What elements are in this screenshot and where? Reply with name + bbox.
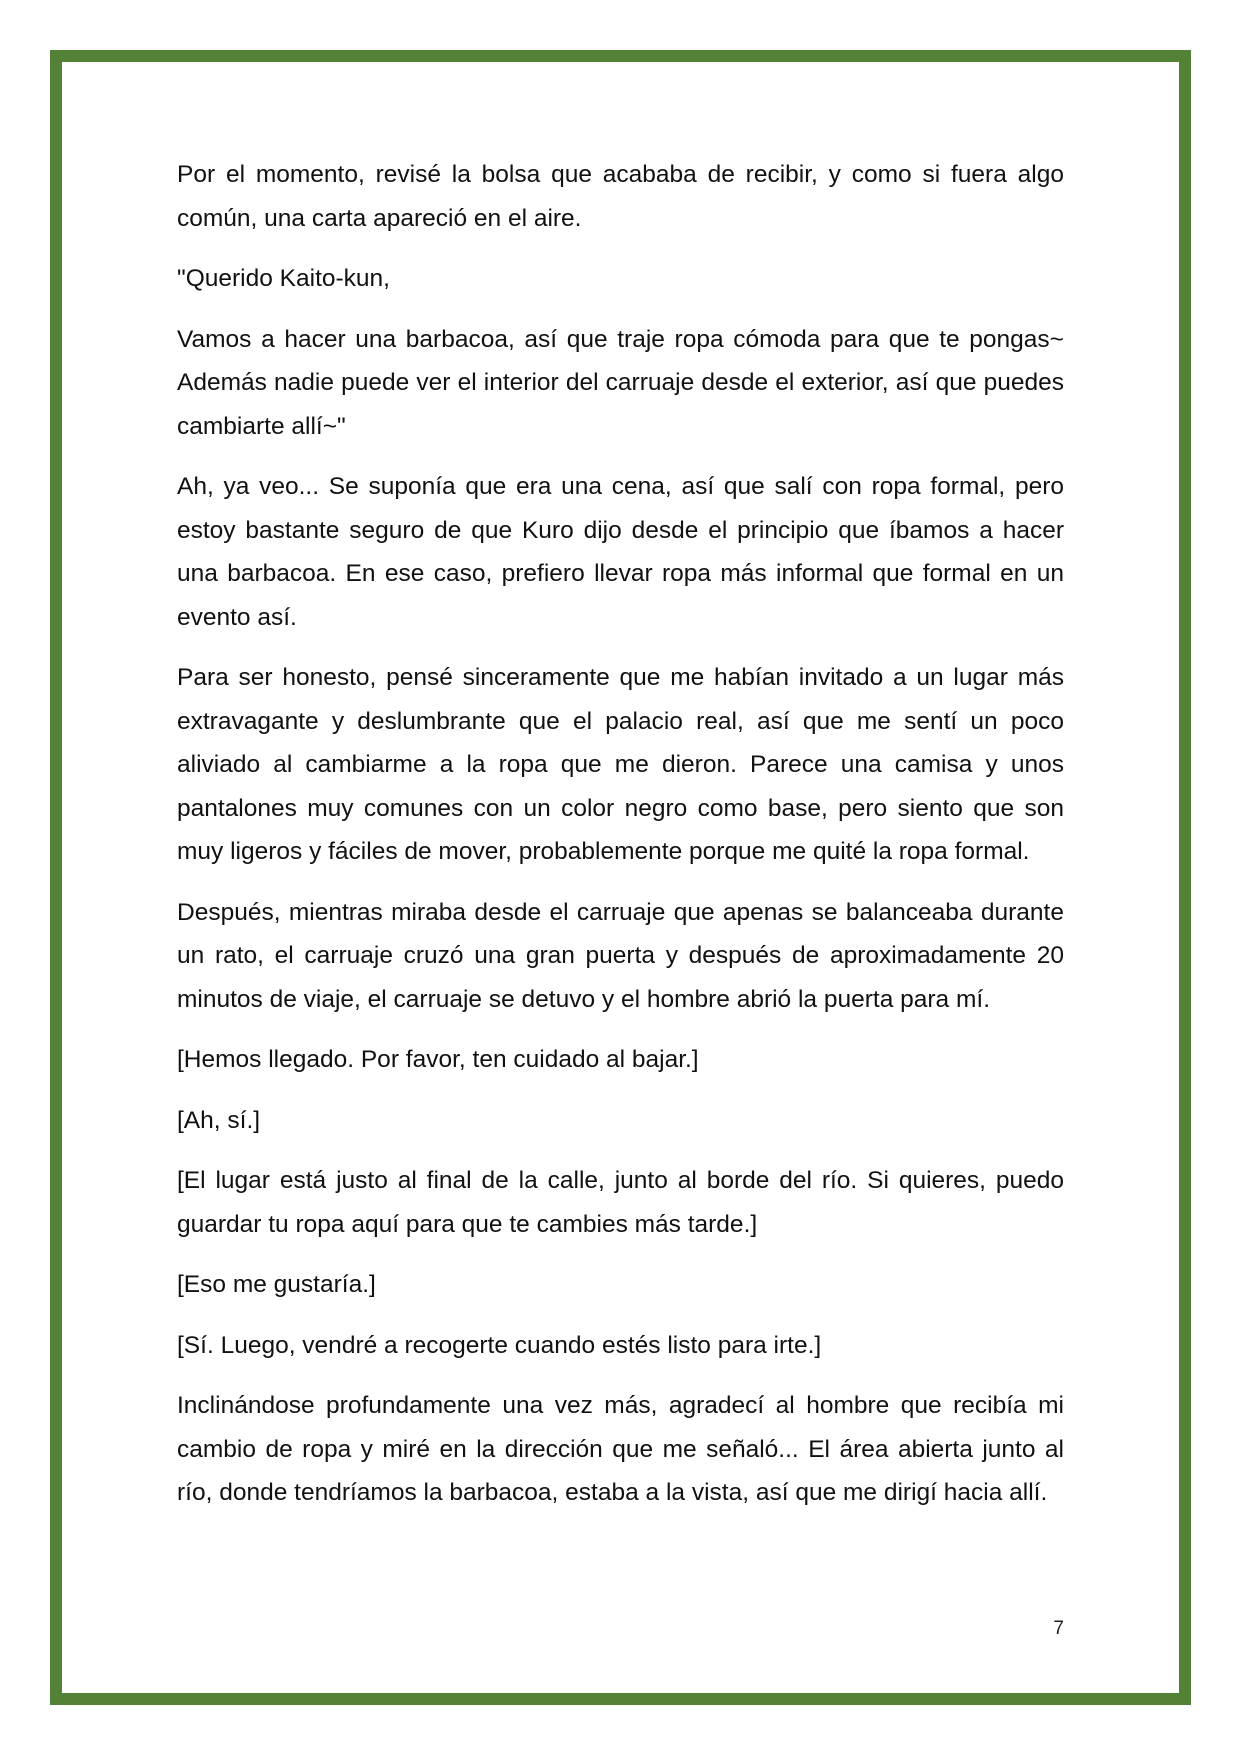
paragraph-9: [El lugar está justo al final de la calle, junto al borde del río. Si quieres, puedo guardar tu ropa aquí para que te cambies más tarde.] bbox=[177, 1167, 1064, 1238]
paragraph-12: Inclinándose profundamente una vez más, agradecí al hombre que recibía mi cambio de ropa y miré en la dirección que me señaló... El área abierta junto al río, donde tendríamos la barbacoa, estaba a la vista, así que me dirigí hacia allí. bbox=[177, 1392, 1064, 1506]
page-number: 7 bbox=[1053, 1618, 1064, 1639]
paragraph-3: Vamos a hacer una barbacoa, así que traje ropa cómoda para que te pongas~ Además nadie puede ver el interior del carruaje desde el exterior, así que puedes cambiarte allí~" bbox=[177, 325, 1064, 440]
paragraph-5: Para ser honesto, pensé sinceramente que me habían invitado a un lugar más extravagante y deslumbrante que el palacio real, así que me sentí un poco aliviado al cambiarme a la ropa que me dieron. Parece una camisa y unos pantalones muy comunes con un color negro como base, pero siento que son muy ligeros y fáciles de mover, probablemente porque me quité la ropa formal. bbox=[177, 664, 1064, 865]
paragraph-7: [Hemos llegado. Por favor, ten cuidado al bajar.] bbox=[177, 1046, 699, 1073]
document-body bbox=[177, 153, 1064, 1532]
paragraph-4: Ah, ya veo... Se suponía que era una cena, así que salí con ropa formal, pero estoy bastante seguro de que Kuro dijo desde el principio que íbamos a hacer una barbacoa. En ese caso, prefiero llevar ropa más informal que formal en un evento así. bbox=[177, 473, 1064, 631]
paragraph-6: Después, mientras miraba desde el carruaje que apenas se balanceaba durante un rato, el carruaje cruzó una gran puerta y después de aproximadamente 20 minutos de viaje, el carruaje se detuvo y el hombre abrió la puerta para mí. bbox=[177, 898, 1064, 1013]
paragraph-1: Por el momento, revisé la bolsa que acababa de recibir, y como si fuera algo común, una carta apareció en el aire. bbox=[177, 161, 1064, 232]
paragraph-10: [Eso me gustaría.] bbox=[177, 1271, 376, 1298]
paragraph-11: [Sí. Luego, vendré a recogerte cuando estés listo para irte.] bbox=[177, 1331, 822, 1359]
paragraph-8: [Ah, sí.] bbox=[177, 1106, 261, 1134]
paragraph-2: "Querido Kaito-kun, bbox=[177, 265, 390, 292]
